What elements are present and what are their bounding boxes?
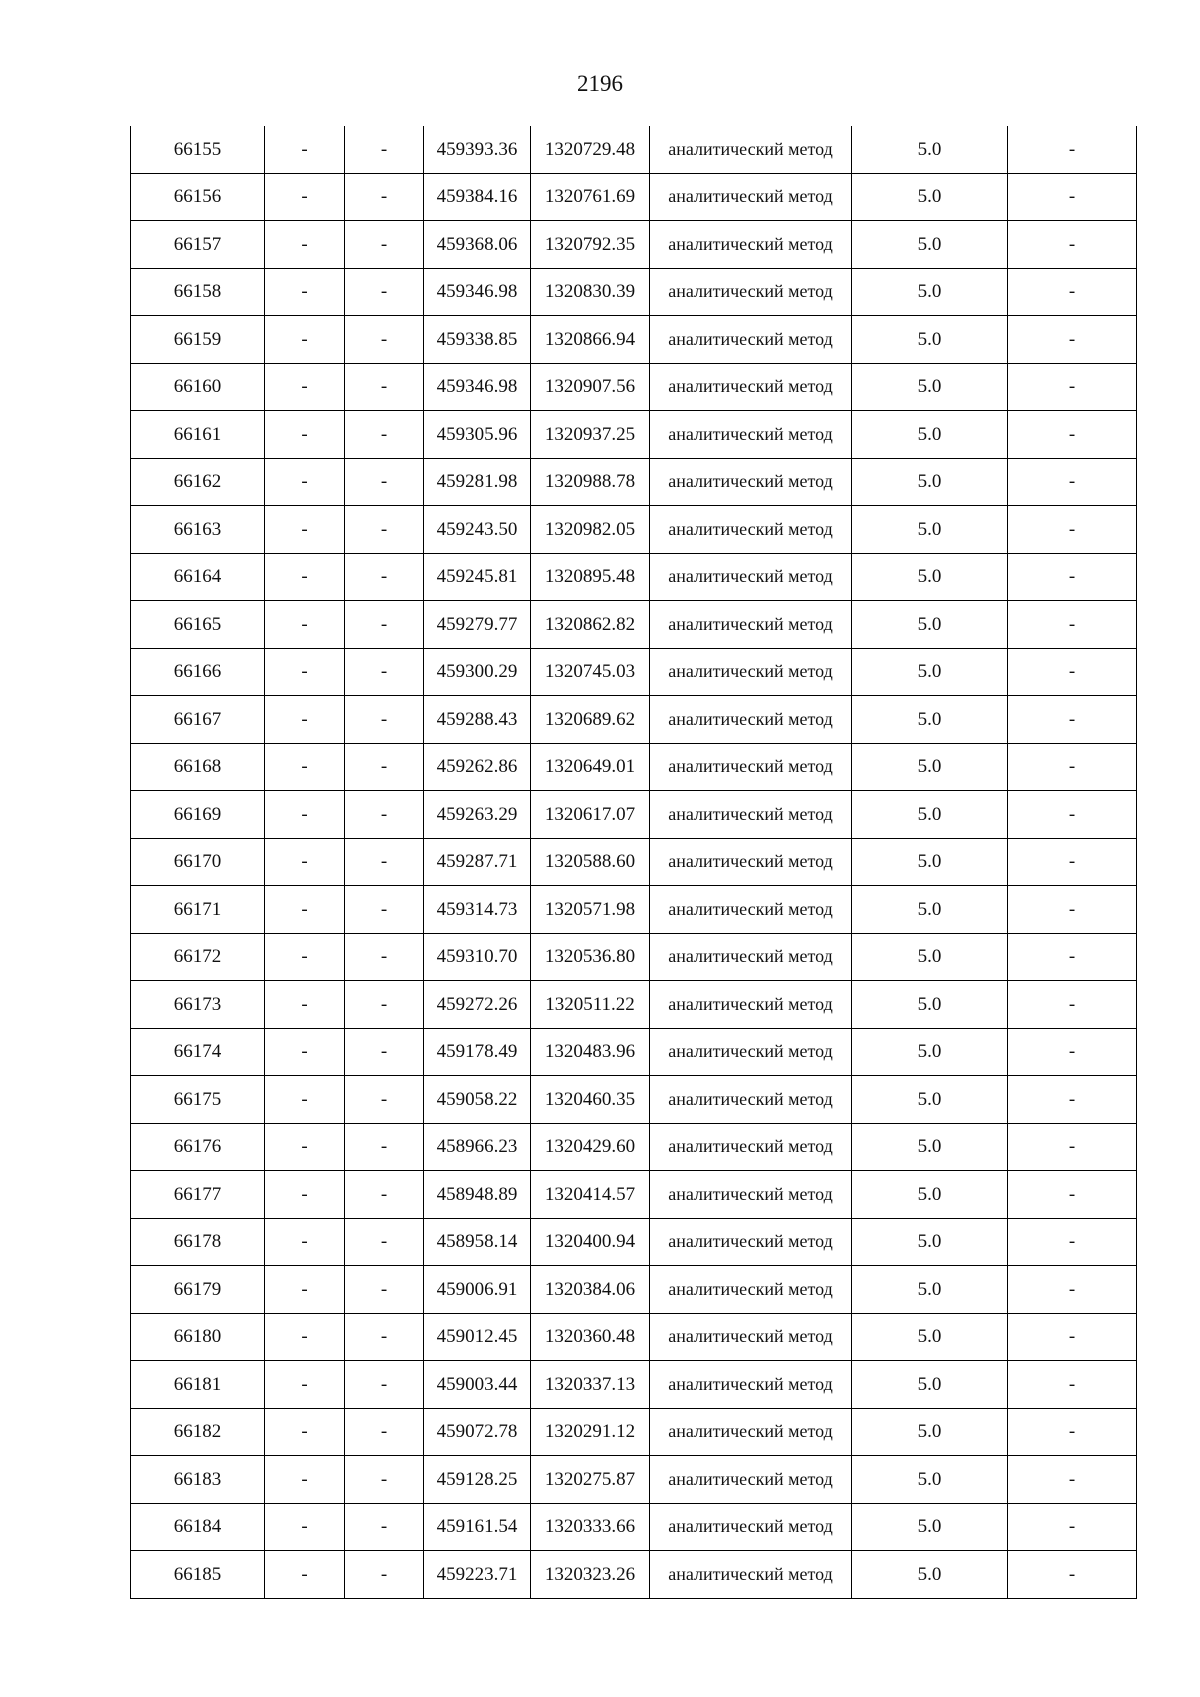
- y-coordinate-cell: 1320483.96: [531, 1028, 650, 1076]
- method-cell: аналитический метод: [650, 1171, 852, 1219]
- accuracy-cell: 5.0: [852, 411, 1008, 459]
- accuracy-cell: 5.0: [852, 1123, 1008, 1171]
- x-coordinate-cell: 459072.78: [424, 1408, 531, 1456]
- accuracy-cell: 5.0: [852, 743, 1008, 791]
- point-number-cell: 66174: [131, 1028, 265, 1076]
- table-row: [131, 1551, 1137, 1599]
- note-cell: -: [1008, 933, 1137, 981]
- y-coordinate-cell: 1320588.60: [531, 838, 650, 886]
- x-coordinate-cell: 459012.45: [424, 1313, 531, 1361]
- y-coordinate-cell: 1320907.56: [531, 363, 650, 411]
- method-cell: аналитический метод: [650, 363, 852, 411]
- x-coordinate-cell: 459262.86: [424, 743, 531, 791]
- accuracy-cell: 5.0: [852, 316, 1008, 364]
- table-row: [131, 126, 1137, 173]
- empty-dash-cell: -: [265, 1218, 345, 1266]
- method-cell: аналитический метод: [650, 1218, 852, 1266]
- note-cell: -: [1008, 648, 1137, 696]
- method-cell: аналитический метод: [650, 316, 852, 364]
- empty-dash-cell: -: [265, 126, 345, 173]
- empty-dash-cell: -: [265, 1551, 345, 1599]
- table-row: [131, 1503, 1137, 1551]
- note-cell: -: [1008, 268, 1137, 316]
- method-cell: аналитический метод: [650, 1408, 852, 1456]
- note-cell: -: [1008, 1361, 1137, 1409]
- y-coordinate-cell: 1320571.98: [531, 886, 650, 934]
- table-row: [131, 1361, 1137, 1409]
- empty-dash-cell: -: [345, 1551, 424, 1599]
- y-coordinate-cell: 1320761.69: [531, 173, 650, 221]
- empty-dash-cell: -: [345, 981, 424, 1029]
- method-cell: аналитический метод: [650, 553, 852, 601]
- accuracy-cell: 5.0: [852, 458, 1008, 506]
- empty-dash-cell: -: [345, 1503, 424, 1551]
- note-cell: -: [1008, 1456, 1137, 1504]
- empty-dash-cell: -: [345, 933, 424, 981]
- point-number-cell: 66183: [131, 1456, 265, 1504]
- y-coordinate-cell: 1320360.48: [531, 1313, 650, 1361]
- empty-dash-cell: -: [265, 506, 345, 554]
- y-coordinate-cell: 1320866.94: [531, 316, 650, 364]
- empty-dash-cell: -: [265, 1028, 345, 1076]
- method-cell: аналитический метод: [650, 458, 852, 506]
- empty-dash-cell: -: [265, 1456, 345, 1504]
- note-cell: -: [1008, 316, 1137, 364]
- table-row: [131, 1313, 1137, 1361]
- empty-dash-cell: -: [265, 791, 345, 839]
- note-cell: -: [1008, 1313, 1137, 1361]
- point-number-cell: 66181: [131, 1361, 265, 1409]
- empty-dash-cell: -: [265, 886, 345, 934]
- empty-dash-cell: -: [345, 648, 424, 696]
- y-coordinate-cell: 1320511.22: [531, 981, 650, 1029]
- method-cell: аналитический метод: [650, 981, 852, 1029]
- empty-dash-cell: -: [265, 411, 345, 459]
- accuracy-cell: 5.0: [852, 933, 1008, 981]
- table-row: [131, 791, 1137, 839]
- empty-dash-cell: -: [345, 743, 424, 791]
- point-number-cell: 66158: [131, 268, 265, 316]
- accuracy-cell: 5.0: [852, 173, 1008, 221]
- accuracy-cell: 5.0: [852, 791, 1008, 839]
- accuracy-cell: 5.0: [852, 1408, 1008, 1456]
- point-number-cell: 66175: [131, 1076, 265, 1124]
- x-coordinate-cell: 459006.91: [424, 1266, 531, 1314]
- table-row: [131, 1028, 1137, 1076]
- y-coordinate-cell: 1320792.35: [531, 221, 650, 269]
- note-cell: -: [1008, 1551, 1137, 1599]
- x-coordinate-cell: 458948.89: [424, 1171, 531, 1219]
- y-coordinate-cell: 1320729.48: [531, 126, 650, 173]
- note-cell: -: [1008, 838, 1137, 886]
- empty-dash-cell: -: [345, 363, 424, 411]
- y-coordinate-cell: 1320689.62: [531, 696, 650, 744]
- x-coordinate-cell: 459128.25: [424, 1456, 531, 1504]
- empty-dash-cell: -: [345, 458, 424, 506]
- note-cell: -: [1008, 1123, 1137, 1171]
- note-cell: -: [1008, 126, 1137, 173]
- point-number-cell: 66172: [131, 933, 265, 981]
- point-number-cell: 66176: [131, 1123, 265, 1171]
- note-cell: -: [1008, 506, 1137, 554]
- y-coordinate-cell: 1320862.82: [531, 601, 650, 649]
- empty-dash-cell: -: [265, 363, 345, 411]
- note-cell: -: [1008, 743, 1137, 791]
- empty-dash-cell: -: [265, 743, 345, 791]
- table-row: [131, 1076, 1137, 1124]
- accuracy-cell: 5.0: [852, 886, 1008, 934]
- empty-dash-cell: -: [265, 221, 345, 269]
- table-row: [131, 553, 1137, 601]
- x-coordinate-cell: 459338.85: [424, 316, 531, 364]
- y-coordinate-cell: 1320323.26: [531, 1551, 650, 1599]
- note-cell: -: [1008, 1503, 1137, 1551]
- empty-dash-cell: -: [265, 601, 345, 649]
- point-number-cell: 66166: [131, 648, 265, 696]
- accuracy-cell: 5.0: [852, 1313, 1008, 1361]
- method-cell: аналитический метод: [650, 648, 852, 696]
- table-body: [131, 126, 1137, 1598]
- page-number: 2196: [577, 71, 623, 96]
- x-coordinate-cell: 458958.14: [424, 1218, 531, 1266]
- note-cell: -: [1008, 791, 1137, 839]
- x-coordinate-cell: 459287.71: [424, 838, 531, 886]
- x-coordinate-cell: 459003.44: [424, 1361, 531, 1409]
- accuracy-cell: 5.0: [852, 1456, 1008, 1504]
- point-number-cell: 66159: [131, 316, 265, 364]
- note-cell: -: [1008, 411, 1137, 459]
- method-cell: аналитический метод: [650, 173, 852, 221]
- accuracy-cell: 5.0: [852, 268, 1008, 316]
- empty-dash-cell: -: [345, 1028, 424, 1076]
- x-coordinate-cell: 459346.98: [424, 268, 531, 316]
- table-row: [131, 933, 1137, 981]
- table-row: [131, 1218, 1137, 1266]
- x-coordinate-cell: 459263.29: [424, 791, 531, 839]
- y-coordinate-cell: 1320617.07: [531, 791, 650, 839]
- table-row: [131, 696, 1137, 744]
- point-number-cell: 66169: [131, 791, 265, 839]
- table-row: [131, 838, 1137, 886]
- note-cell: -: [1008, 553, 1137, 601]
- x-coordinate-cell: 459384.16: [424, 173, 531, 221]
- accuracy-cell: 5.0: [852, 221, 1008, 269]
- point-number-cell: 66165: [131, 601, 265, 649]
- empty-dash-cell: -: [345, 268, 424, 316]
- table-row: [131, 363, 1137, 411]
- table-row: [131, 743, 1137, 791]
- point-number-cell: 66164: [131, 553, 265, 601]
- accuracy-cell: 5.0: [852, 696, 1008, 744]
- table-row: [131, 506, 1137, 554]
- table-row: [131, 221, 1137, 269]
- note-cell: -: [1008, 886, 1137, 934]
- note-cell: -: [1008, 1171, 1137, 1219]
- point-number-cell: 66180: [131, 1313, 265, 1361]
- accuracy-cell: 5.0: [852, 1503, 1008, 1551]
- x-coordinate-cell: 459161.54: [424, 1503, 531, 1551]
- empty-dash-cell: -: [345, 1171, 424, 1219]
- empty-dash-cell: -: [345, 1266, 424, 1314]
- table-row: [131, 648, 1137, 696]
- accuracy-cell: 5.0: [852, 553, 1008, 601]
- coordinates-table-container: [130, 126, 1136, 1599]
- table-row: [131, 1123, 1137, 1171]
- point-number-cell: 66160: [131, 363, 265, 411]
- y-coordinate-cell: 1320937.25: [531, 411, 650, 459]
- method-cell: аналитический метод: [650, 791, 852, 839]
- empty-dash-cell: -: [265, 696, 345, 744]
- method-cell: аналитический метод: [650, 411, 852, 459]
- accuracy-cell: 5.0: [852, 363, 1008, 411]
- empty-dash-cell: -: [345, 1408, 424, 1456]
- empty-dash-cell: -: [345, 126, 424, 173]
- y-coordinate-cell: 1320333.66: [531, 1503, 650, 1551]
- empty-dash-cell: -: [265, 553, 345, 601]
- x-coordinate-cell: 459288.43: [424, 696, 531, 744]
- accuracy-cell: 5.0: [852, 1361, 1008, 1409]
- empty-dash-cell: -: [345, 1456, 424, 1504]
- point-number-cell: 66161: [131, 411, 265, 459]
- empty-dash-cell: -: [265, 458, 345, 506]
- x-coordinate-cell: 459279.77: [424, 601, 531, 649]
- x-coordinate-cell: 459300.29: [424, 648, 531, 696]
- accuracy-cell: 5.0: [852, 1076, 1008, 1124]
- y-coordinate-cell: 1320830.39: [531, 268, 650, 316]
- empty-dash-cell: -: [345, 601, 424, 649]
- point-number-cell: 66157: [131, 221, 265, 269]
- point-number-cell: 66171: [131, 886, 265, 934]
- accuracy-cell: 5.0: [852, 601, 1008, 649]
- method-cell: аналитический метод: [650, 1503, 852, 1551]
- empty-dash-cell: -: [345, 696, 424, 744]
- method-cell: аналитический метод: [650, 1266, 852, 1314]
- point-number-cell: 66173: [131, 981, 265, 1029]
- method-cell: аналитический метод: [650, 1456, 852, 1504]
- note-cell: -: [1008, 1408, 1137, 1456]
- empty-dash-cell: -: [265, 1266, 345, 1314]
- point-number-cell: 66179: [131, 1266, 265, 1314]
- point-number-cell: 66170: [131, 838, 265, 886]
- accuracy-cell: 5.0: [852, 648, 1008, 696]
- empty-dash-cell: -: [345, 221, 424, 269]
- method-cell: аналитический метод: [650, 601, 852, 649]
- accuracy-cell: 5.0: [852, 838, 1008, 886]
- note-cell: -: [1008, 221, 1137, 269]
- table-row: [131, 1171, 1137, 1219]
- empty-dash-cell: -: [265, 1076, 345, 1124]
- note-cell: -: [1008, 1266, 1137, 1314]
- empty-dash-cell: -: [265, 648, 345, 696]
- x-coordinate-cell: 459223.71: [424, 1551, 531, 1599]
- empty-dash-cell: -: [345, 1313, 424, 1361]
- empty-dash-cell: -: [265, 1123, 345, 1171]
- y-coordinate-cell: 1320982.05: [531, 506, 650, 554]
- empty-dash-cell: -: [265, 838, 345, 886]
- x-coordinate-cell: 459305.96: [424, 411, 531, 459]
- method-cell: аналитический метод: [650, 1361, 852, 1409]
- accuracy-cell: 5.0: [852, 981, 1008, 1029]
- empty-dash-cell: -: [265, 316, 345, 364]
- y-coordinate-cell: 1320745.03: [531, 648, 650, 696]
- empty-dash-cell: -: [345, 886, 424, 934]
- empty-dash-cell: -: [345, 1361, 424, 1409]
- y-coordinate-cell: 1320988.78: [531, 458, 650, 506]
- method-cell: аналитический метод: [650, 1028, 852, 1076]
- method-cell: аналитический метод: [650, 1551, 852, 1599]
- method-cell: аналитический метод: [650, 268, 852, 316]
- y-coordinate-cell: 1320414.57: [531, 1171, 650, 1219]
- method-cell: аналитический метод: [650, 1313, 852, 1361]
- point-number-cell: 66178: [131, 1218, 265, 1266]
- table-row: [131, 601, 1137, 649]
- accuracy-cell: 5.0: [852, 1171, 1008, 1219]
- empty-dash-cell: -: [345, 411, 424, 459]
- empty-dash-cell: -: [265, 981, 345, 1029]
- empty-dash-cell: -: [345, 553, 424, 601]
- empty-dash-cell: -: [345, 316, 424, 364]
- empty-dash-cell: -: [345, 838, 424, 886]
- x-coordinate-cell: 458966.23: [424, 1123, 531, 1171]
- method-cell: аналитический метод: [650, 1123, 852, 1171]
- empty-dash-cell: -: [265, 933, 345, 981]
- method-cell: аналитический метод: [650, 933, 852, 981]
- note-cell: -: [1008, 1218, 1137, 1266]
- y-coordinate-cell: 1320895.48: [531, 553, 650, 601]
- accuracy-cell: 5.0: [852, 1266, 1008, 1314]
- y-coordinate-cell: 1320649.01: [531, 743, 650, 791]
- point-number-cell: 66167: [131, 696, 265, 744]
- empty-dash-cell: -: [265, 1361, 345, 1409]
- accuracy-cell: 5.0: [852, 1218, 1008, 1266]
- point-number-cell: 66162: [131, 458, 265, 506]
- method-cell: аналитический метод: [650, 1076, 852, 1124]
- method-cell: аналитический метод: [650, 506, 852, 554]
- note-cell: -: [1008, 363, 1137, 411]
- table-row: [131, 981, 1137, 1029]
- x-coordinate-cell: 459393.36: [424, 126, 531, 173]
- note-cell: -: [1008, 696, 1137, 744]
- accuracy-cell: 5.0: [852, 126, 1008, 173]
- table-row: [131, 411, 1137, 459]
- y-coordinate-cell: 1320384.06: [531, 1266, 650, 1314]
- note-cell: -: [1008, 173, 1137, 221]
- y-coordinate-cell: 1320460.35: [531, 1076, 650, 1124]
- empty-dash-cell: -: [265, 1171, 345, 1219]
- table-row: [131, 316, 1137, 364]
- x-coordinate-cell: 459243.50: [424, 506, 531, 554]
- empty-dash-cell: -: [265, 1503, 345, 1551]
- x-coordinate-cell: 459346.98: [424, 363, 531, 411]
- point-number-cell: 66155: [131, 126, 265, 173]
- point-number-cell: 66168: [131, 743, 265, 791]
- y-coordinate-cell: 1320400.94: [531, 1218, 650, 1266]
- empty-dash-cell: -: [345, 791, 424, 839]
- accuracy-cell: 5.0: [852, 1551, 1008, 1599]
- accuracy-cell: 5.0: [852, 1028, 1008, 1076]
- note-cell: -: [1008, 981, 1137, 1029]
- point-number-cell: 66185: [131, 1551, 265, 1599]
- empty-dash-cell: -: [265, 1408, 345, 1456]
- table-row: [131, 886, 1137, 934]
- accuracy-cell: 5.0: [852, 506, 1008, 554]
- table-row: [131, 1456, 1137, 1504]
- empty-dash-cell: -: [265, 268, 345, 316]
- x-coordinate-cell: 459058.22: [424, 1076, 531, 1124]
- note-cell: -: [1008, 601, 1137, 649]
- x-coordinate-cell: 459178.49: [424, 1028, 531, 1076]
- y-coordinate-cell: 1320291.12: [531, 1408, 650, 1456]
- table-row: [131, 268, 1137, 316]
- point-number-cell: 66184: [131, 1503, 265, 1551]
- x-coordinate-cell: 459281.98: [424, 458, 531, 506]
- empty-dash-cell: -: [345, 1218, 424, 1266]
- y-coordinate-cell: 1320275.87: [531, 1456, 650, 1504]
- empty-dash-cell: -: [345, 506, 424, 554]
- y-coordinate-cell: 1320337.13: [531, 1361, 650, 1409]
- method-cell: аналитический метод: [650, 221, 852, 269]
- point-number-cell: 66163: [131, 506, 265, 554]
- x-coordinate-cell: 459310.70: [424, 933, 531, 981]
- y-coordinate-cell: 1320536.80: [531, 933, 650, 981]
- point-number-cell: 66182: [131, 1408, 265, 1456]
- empty-dash-cell: -: [265, 173, 345, 221]
- empty-dash-cell: -: [265, 1313, 345, 1361]
- point-number-cell: 66177: [131, 1171, 265, 1219]
- coordinates-table: [130, 126, 1137, 1599]
- note-cell: -: [1008, 1076, 1137, 1124]
- point-number-cell: 66156: [131, 173, 265, 221]
- table-row: [131, 1266, 1137, 1314]
- empty-dash-cell: -: [345, 1123, 424, 1171]
- x-coordinate-cell: 459245.81: [424, 553, 531, 601]
- empty-dash-cell: -: [345, 1076, 424, 1124]
- table-row: [131, 1408, 1137, 1456]
- method-cell: аналитический метод: [650, 886, 852, 934]
- y-coordinate-cell: 1320429.60: [531, 1123, 650, 1171]
- method-cell: аналитический метод: [650, 743, 852, 791]
- method-cell: аналитический метод: [650, 696, 852, 744]
- note-cell: -: [1008, 1028, 1137, 1076]
- x-coordinate-cell: 459314.73: [424, 886, 531, 934]
- x-coordinate-cell: 459368.06: [424, 221, 531, 269]
- method-cell: аналитический метод: [650, 838, 852, 886]
- note-cell: -: [1008, 458, 1137, 506]
- method-cell: аналитический метод: [650, 126, 852, 173]
- table-row: [131, 173, 1137, 221]
- empty-dash-cell: -: [345, 173, 424, 221]
- table-row: [131, 458, 1137, 506]
- x-coordinate-cell: 459272.26: [424, 981, 531, 1029]
